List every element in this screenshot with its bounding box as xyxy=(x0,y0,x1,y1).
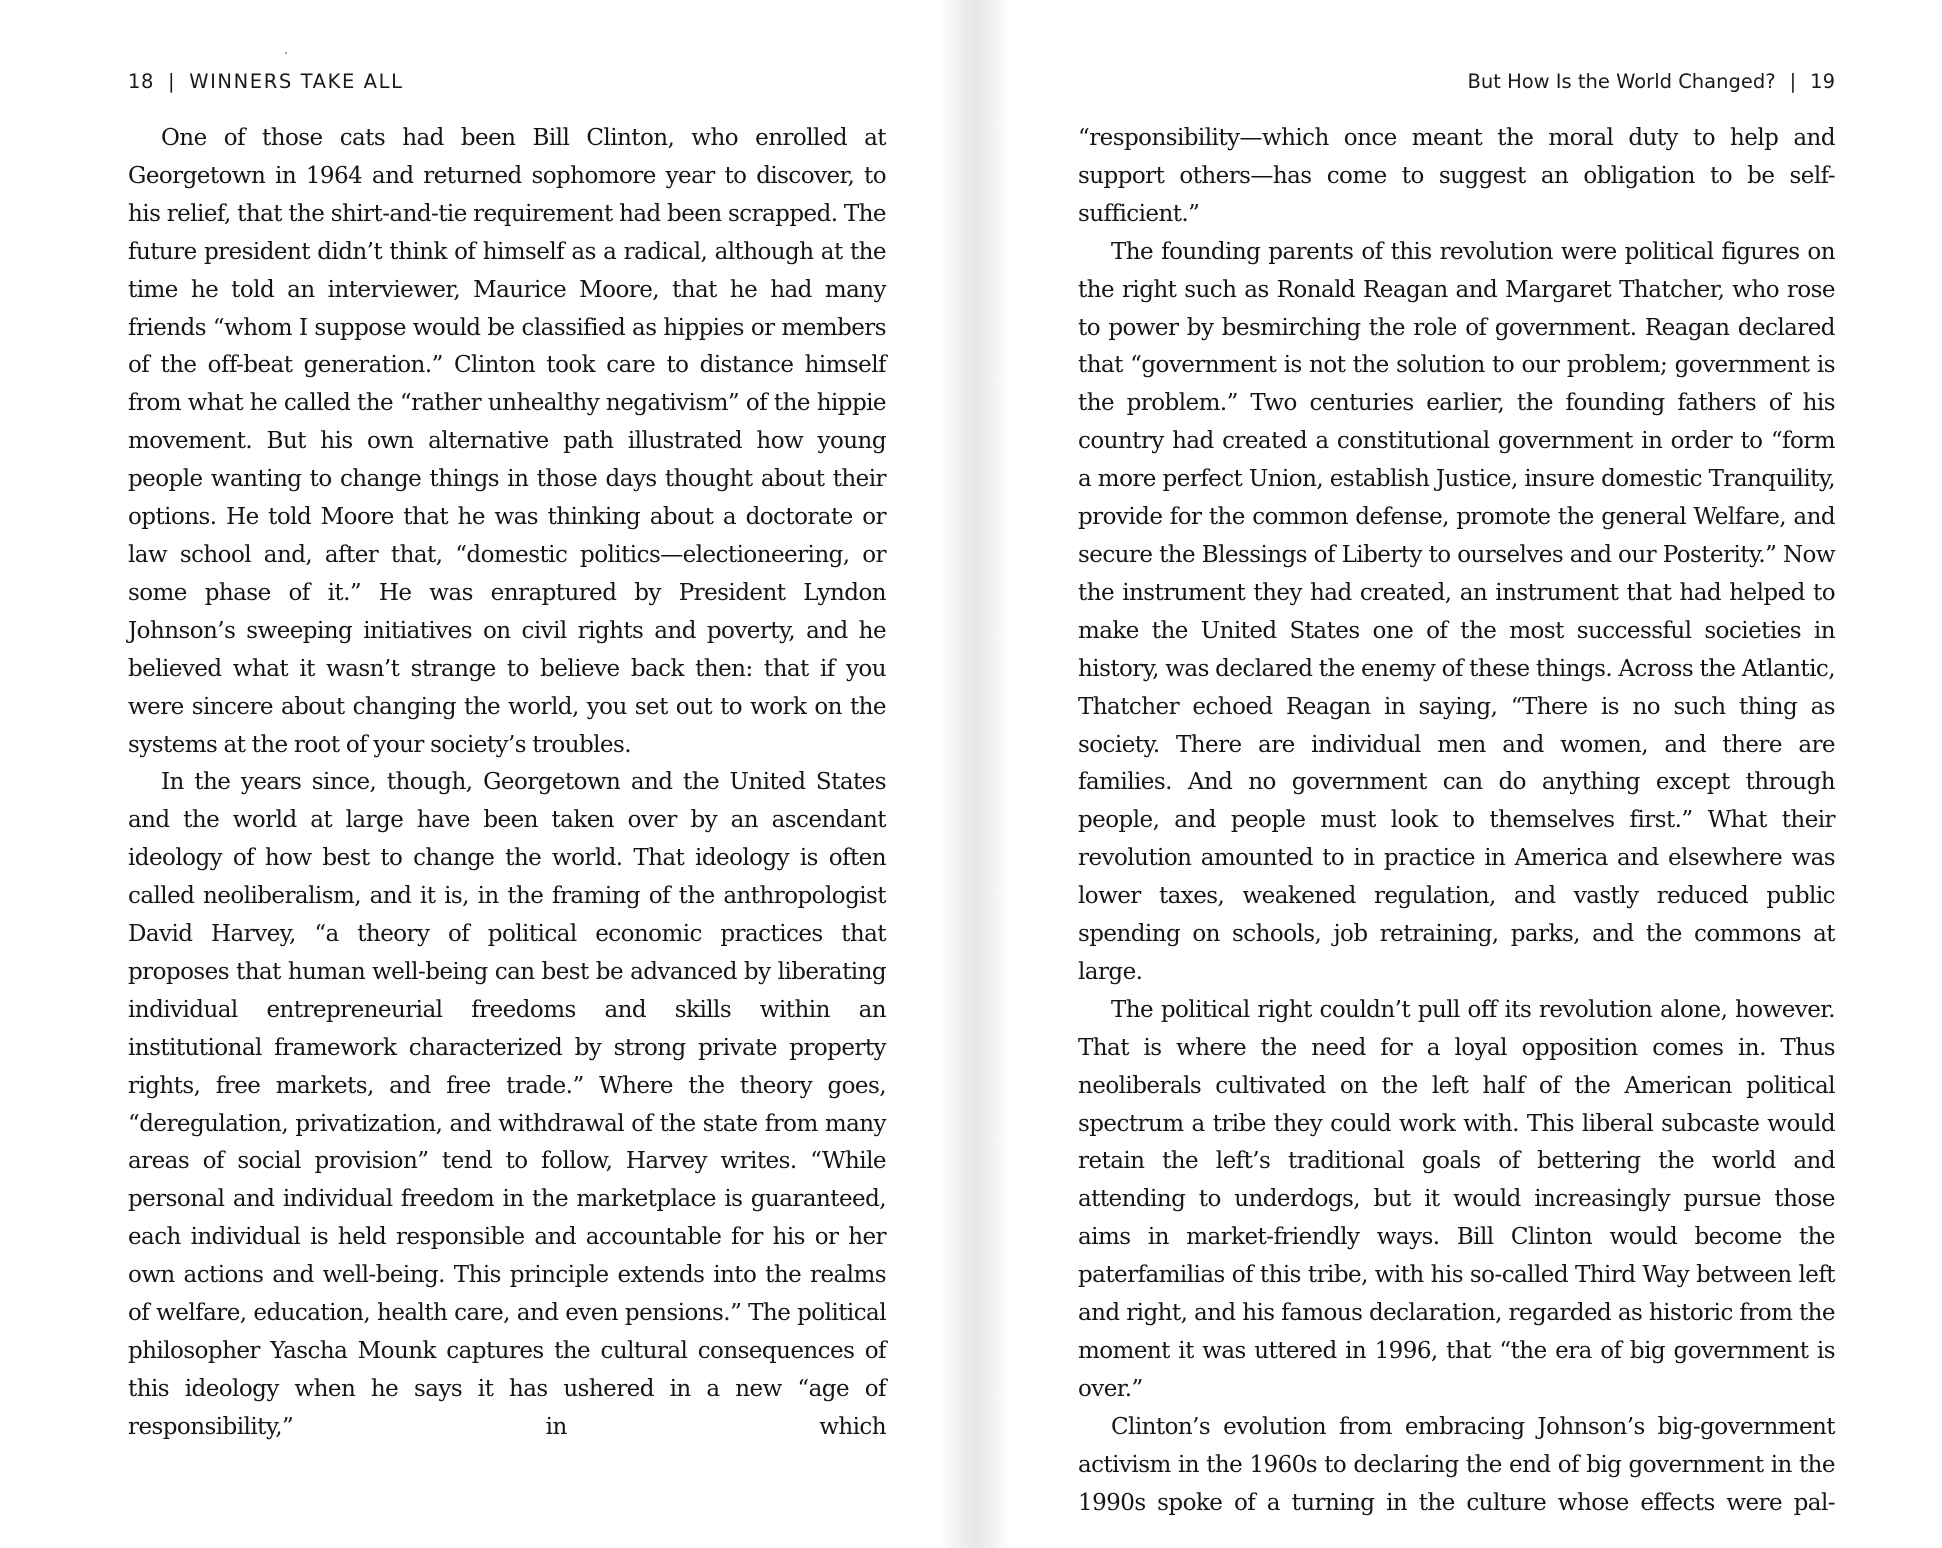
right-paragraph-4: Clinton’s evolution from embracing Johnson’s big-government activism in the 1960s to declaring the end of big government in the 1990s spoke of a turning in the culture whose effects were pal- xyxy=(1078,1413,1835,1516)
left-paragraph-1: One of those cats had been Bill Clinton, who enrolled at Georgetown in 1964 and returned sophomore year to discover, to his relief, that the shirt-and-tie requirement had been scrapped. The future president didn’t think of himself as a radical, although at the time he told an interviewer, Maurice Moore, that he had many friends “whom I suppose would be classified as hippies or members of the off-beat generation.” Clinton took care to distance himself from what he called the “rather unhealthy negativism” of the hippie movement. But his own alternative path illustrated how young people wanting to change things in those days thought about their options. He told Moore that he was thinking about a doctorate or law school and, after that, “domestic politics—electioneering, or some phase of it.” He was enraptured by President Lyndon Johnson’s sweeping initiatives on civil rights and poverty, and he believed what it wasn’t strange to believe back then: that if you were sincere about changing the world, you set out to work on the systems at the root of your society’s troubles. xyxy=(128,125,886,758)
left-head-separator: | xyxy=(168,70,176,93)
left-paragraph-2: In the years since, though, Georgetown and the United States and the world at large have been taken over by an ascendant ideology of how best to change the world. That ideology is often called neoliberalism, and it is, in the framing of the anthropologist David Harvey, “a theory of political economic practices that proposes that human well-being can best be advanced by liberating individual entrepreneurial freedoms and skills within an institutional framework characterized by strong private property rights, free markets, and free trade.” Where the theory goes, “deregulation, privatization, and withdrawal of the state from many areas of social provision” tend to follow, Harvey writes. “While personal and individual freedom in the marketplace is guaranteed, each individual is held responsible and accountable for his or her own actions and well-being. This principle extends into the realms of welfare, education, health care, and even pensions.” The political philosopher Yascha Mounk captures the cultural consequences of this ideology when he says it has ushered in a new “age of responsibility,” in which xyxy=(128,769,886,1440)
left-running-title: WINNERS TAKE ALL xyxy=(189,70,404,93)
right-running-head xyxy=(1078,62,1835,102)
right-body-text xyxy=(1078,120,1835,1523)
left-page xyxy=(0,0,940,1548)
right-paragraph-1: “responsibility—which once meant the moral duty to help and support others—has come to suggest an obligation to be self-sufficient.” xyxy=(1078,125,1835,227)
right-page xyxy=(1010,0,1942,1548)
right-paragraph-2: The founding parents of this revolution were political figures on the right such as Ronald Reagan and Margaret Thatcher, who rose to power by besmirching the role of government. Reagan declared that “government is not the solution to our problem; government is the problem.” Two centuries earlier, the founding fathers of his country had created a constitutional government in order to “form a more perfect Union, establish Justice, insure domestic Tranquility, provide for the common defense, promote the general Welfare, and secure the Blessings of Liberty to ourselves and our Posterity.” Now the instrument they had created, an instrument that had helped to make the United States one of the most successful societies in history, was declared the enemy of these things. Across the Atlantic, Thatcher echoed Reagan in saying, “There is no such thing as society. There are individual men and women, and there are families. And no government can do anything except through people, and people must look to themselves first.” What their revolution amounted to in practice in America and elsewhere was lower taxes, weakened regulation, and vastly reduced public spending on schools, job retraining, parks, and the commons at large. xyxy=(1078,238,1835,985)
right-running-title: But How Is the World Changed? xyxy=(1467,70,1776,93)
right-head-separator: | xyxy=(1789,70,1797,93)
right-paragraph-3: The political right couldn’t pull off its revolution alone, however. That is where the need for a loyal opposition comes in. Thus neoliberals cultivated on the left half of the American political spectrum a tribe they could work with. This liberal subcaste would retain the left’s traditional goals of bettering the world and attending to underdogs, but it would increasingly pursue those aims in market-friendly ways. Bill Clinton would become the paterfamilias of this tribe, with his so-called Third Way between left and right, and his famous declaration, regarded as historic from the moment it was uttered in 1996, that “the era of big government is over.” xyxy=(1078,996,1835,1402)
left-page-number: 18 xyxy=(128,70,155,93)
print-speck xyxy=(285,52,287,54)
book-gutter xyxy=(940,0,1010,1548)
left-running-head xyxy=(128,62,886,102)
right-page-number: 19 xyxy=(1810,70,1835,93)
left-body-text xyxy=(128,120,886,1447)
